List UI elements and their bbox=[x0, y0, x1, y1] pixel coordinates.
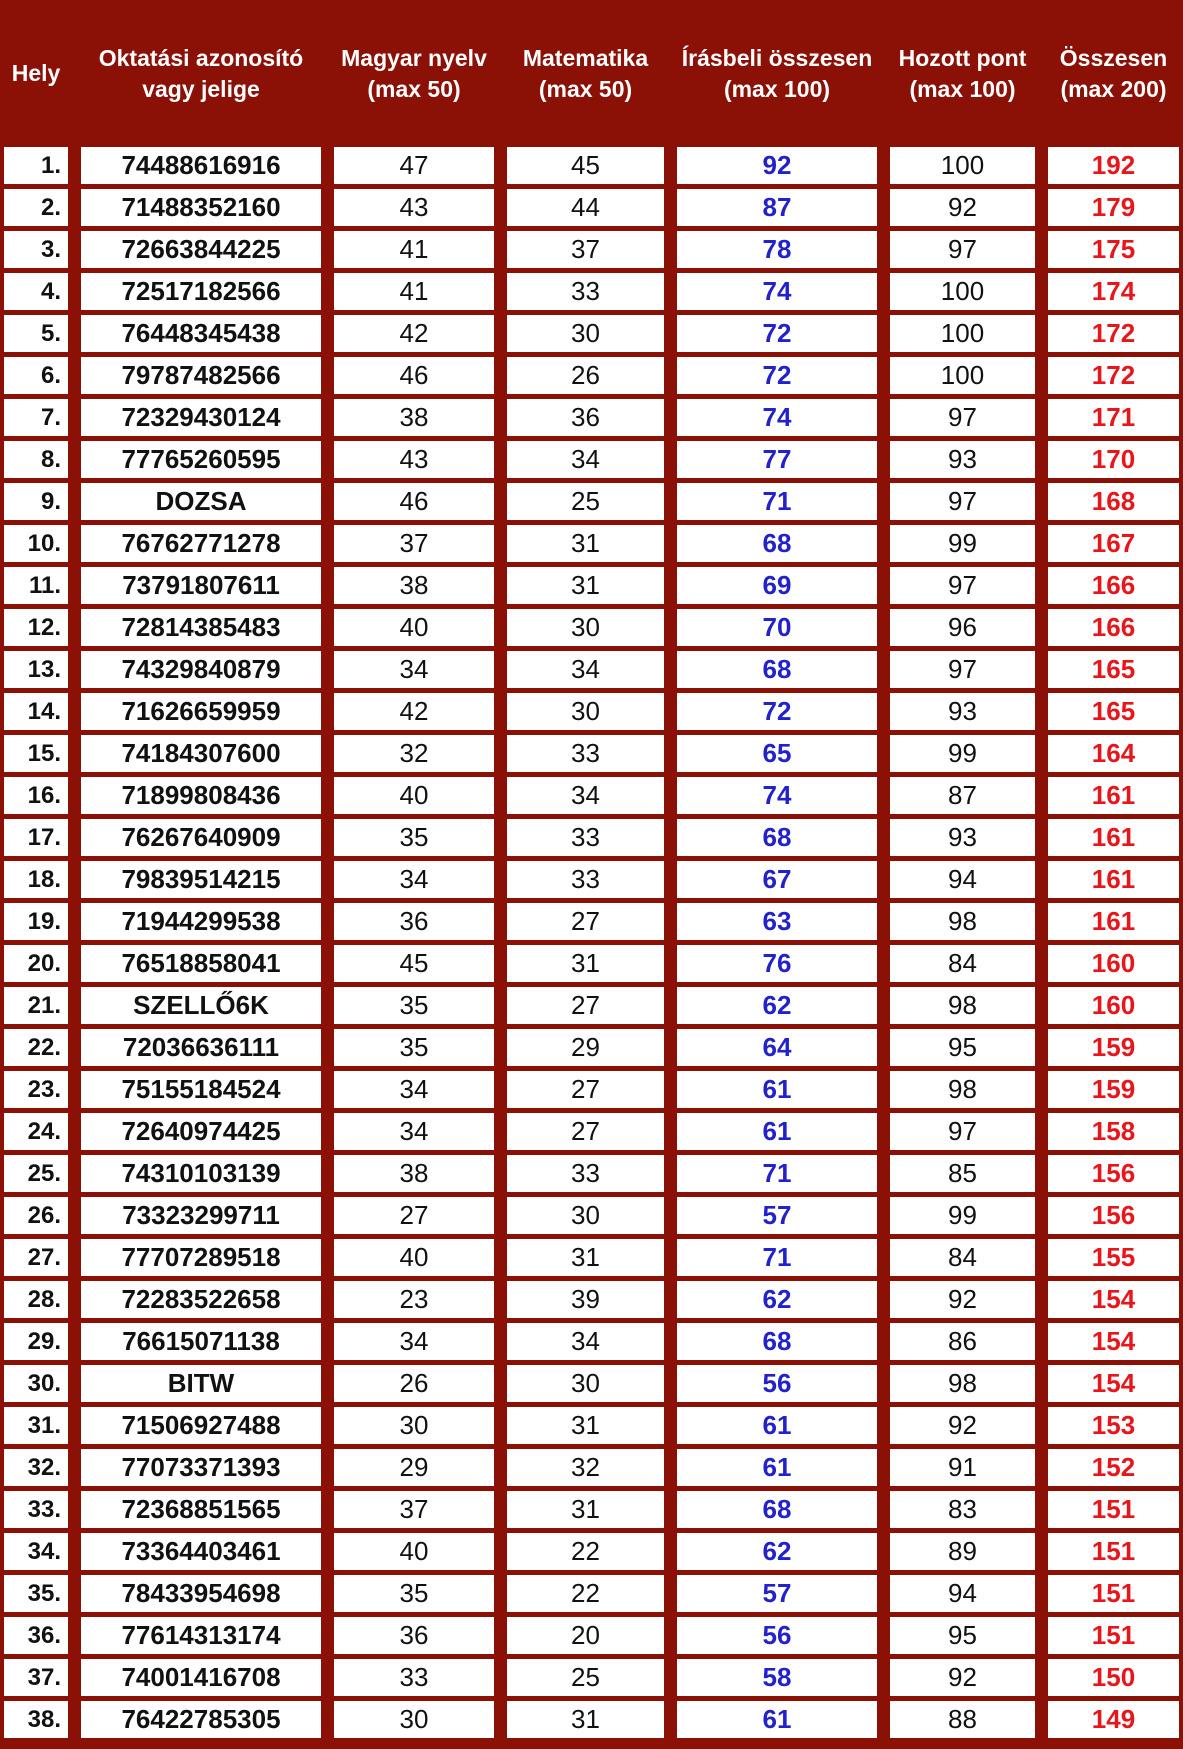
irasbeli-total-cell: 68 bbox=[677, 1491, 877, 1528]
hozott-pont-cell: 98 bbox=[890, 987, 1035, 1024]
magyar-score-cell: 34 bbox=[334, 651, 494, 688]
matematika-score-cell: 30 bbox=[507, 1365, 664, 1402]
irasbeli-total-cell: 71 bbox=[677, 483, 877, 520]
hozott-pont-cell: 100 bbox=[890, 147, 1035, 184]
irasbeli-total-cell: 62 bbox=[677, 1281, 877, 1318]
rank-cell: 1. bbox=[4, 147, 68, 184]
irasbeli-total-cell: 68 bbox=[677, 819, 877, 856]
header-magyar-line1: Magyar nyelv bbox=[341, 45, 487, 72]
magyar-score-cell: 36 bbox=[334, 903, 494, 940]
hozott-pont-cell: 87 bbox=[890, 777, 1035, 814]
rank-cell: 9. bbox=[4, 483, 68, 520]
hozott-pont-cell: 92 bbox=[890, 189, 1035, 226]
magyar-score-cell: 38 bbox=[334, 567, 494, 604]
student-id-cell: 72283522658 bbox=[81, 1281, 321, 1318]
student-id-cell: 73791807611 bbox=[81, 567, 321, 604]
magyar-score-cell: 46 bbox=[334, 483, 494, 520]
osszesen-total-cell: 151 bbox=[1048, 1533, 1179, 1570]
hozott-pont-cell: 84 bbox=[890, 1239, 1035, 1276]
osszesen-total-cell: 166 bbox=[1048, 609, 1179, 646]
magyar-score-cell: 42 bbox=[334, 315, 494, 352]
matematika-score-cell: 25 bbox=[507, 483, 664, 520]
header-hozott-line2: (max 100) bbox=[909, 75, 1016, 102]
osszesen-total-cell: 174 bbox=[1048, 273, 1179, 310]
irasbeli-total-cell: 57 bbox=[677, 1575, 877, 1612]
header-hely-line1: Hely bbox=[11, 60, 61, 87]
matematika-score-cell: 39 bbox=[507, 1281, 664, 1318]
irasbeli-total-cell: 57 bbox=[677, 1197, 877, 1234]
osszesen-total-cell: 151 bbox=[1048, 1617, 1179, 1654]
rank-cell: 27. bbox=[4, 1239, 68, 1276]
matematika-score-cell: 44 bbox=[507, 189, 664, 226]
student-id-cell: 78433954698 bbox=[81, 1575, 321, 1612]
irasbeli-total-cell: 87 bbox=[677, 189, 877, 226]
rank-cell: 17. bbox=[4, 819, 68, 856]
irasbeli-total-cell: 74 bbox=[677, 777, 877, 814]
magyar-score-cell: 23 bbox=[334, 1281, 494, 1318]
magyar-score-cell: 37 bbox=[334, 525, 494, 562]
rank-cell: 23. bbox=[4, 1071, 68, 1108]
rank-cell: 30. bbox=[4, 1365, 68, 1402]
rank-cell: 11. bbox=[4, 567, 68, 604]
hozott-pont-cell: 97 bbox=[890, 567, 1035, 604]
matematika-score-cell: 25 bbox=[507, 1659, 664, 1696]
magyar-score-cell: 37 bbox=[334, 1491, 494, 1528]
rank-cell: 3. bbox=[4, 231, 68, 268]
osszesen-total-cell: 156 bbox=[1048, 1155, 1179, 1192]
student-id-cell: 72368851565 bbox=[81, 1491, 321, 1528]
magyar-score-cell: 41 bbox=[334, 273, 494, 310]
hozott-pont-cell: 89 bbox=[890, 1533, 1035, 1570]
hozott-pont-cell: 98 bbox=[890, 903, 1035, 940]
irasbeli-total-cell: 67 bbox=[677, 861, 877, 898]
student-id-cell: 71506927488 bbox=[81, 1407, 321, 1444]
irasbeli-total-cell: 61 bbox=[677, 1701, 877, 1738]
osszesen-total-cell: 154 bbox=[1048, 1365, 1179, 1402]
osszesen-total-cell: 175 bbox=[1048, 231, 1179, 268]
magyar-score-cell: 34 bbox=[334, 1071, 494, 1108]
rank-cell: 8. bbox=[4, 441, 68, 478]
student-id-cell: 73323299711 bbox=[81, 1197, 321, 1234]
rank-cell: 21. bbox=[4, 987, 68, 1024]
student-id-cell: 74329840879 bbox=[81, 651, 321, 688]
irasbeli-total-cell: 61 bbox=[677, 1407, 877, 1444]
matematika-score-cell: 34 bbox=[507, 441, 664, 478]
irasbeli-total-cell: 68 bbox=[677, 525, 877, 562]
hozott-pont-cell: 100 bbox=[890, 273, 1035, 310]
irasbeli-total-cell: 71 bbox=[677, 1155, 877, 1192]
magyar-score-cell: 43 bbox=[334, 441, 494, 478]
rank-cell: 2. bbox=[4, 189, 68, 226]
matematika-score-cell: 31 bbox=[507, 525, 664, 562]
osszesen-total-cell: 171 bbox=[1048, 399, 1179, 436]
osszesen-total-cell: 165 bbox=[1048, 693, 1179, 730]
irasbeli-total-cell: 72 bbox=[677, 315, 877, 352]
hozott-pont-cell: 88 bbox=[890, 1701, 1035, 1738]
osszesen-total-cell: 159 bbox=[1048, 1029, 1179, 1066]
osszesen-total-cell: 158 bbox=[1048, 1113, 1179, 1150]
header-hely bbox=[4, 0, 68, 147]
hozott-pont-cell: 91 bbox=[890, 1449, 1035, 1486]
student-id-cell: 79787482566 bbox=[81, 357, 321, 394]
student-id-cell: 76518858041 bbox=[81, 945, 321, 982]
student-id-cell: 73364403461 bbox=[81, 1533, 321, 1570]
osszesen-total-cell: 154 bbox=[1048, 1323, 1179, 1360]
student-id-cell: 75155184524 bbox=[81, 1071, 321, 1108]
hozott-pont-cell: 85 bbox=[890, 1155, 1035, 1192]
rank-cell: 24. bbox=[4, 1113, 68, 1150]
student-id-cell: SZELLŐ6K bbox=[81, 987, 321, 1024]
hozott-pont-cell: 86 bbox=[890, 1323, 1035, 1360]
matematika-score-cell: 34 bbox=[507, 1323, 664, 1360]
magyar-score-cell: 46 bbox=[334, 357, 494, 394]
magyar-score-cell: 30 bbox=[334, 1407, 494, 1444]
rank-cell: 19. bbox=[4, 903, 68, 940]
osszesen-total-cell: 161 bbox=[1048, 861, 1179, 898]
osszesen-total-cell: 154 bbox=[1048, 1281, 1179, 1318]
irasbeli-total-cell: 68 bbox=[677, 1323, 877, 1360]
header-osszesen-line2: (max 200) bbox=[1060, 75, 1167, 102]
osszesen-total-cell: 179 bbox=[1048, 189, 1179, 226]
magyar-score-cell: 45 bbox=[334, 945, 494, 982]
magyar-score-cell: 40 bbox=[334, 1239, 494, 1276]
irasbeli-total-cell: 62 bbox=[677, 987, 877, 1024]
osszesen-total-cell: 160 bbox=[1048, 987, 1179, 1024]
matematika-score-cell: 27 bbox=[507, 1071, 664, 1108]
osszesen-total-cell: 159 bbox=[1048, 1071, 1179, 1108]
matematika-score-cell: 32 bbox=[507, 1449, 664, 1486]
rank-cell: 32. bbox=[4, 1449, 68, 1486]
osszesen-total-cell: 153 bbox=[1048, 1407, 1179, 1444]
student-id-cell: 72036636111 bbox=[81, 1029, 321, 1066]
rank-cell: 16. bbox=[4, 777, 68, 814]
hozott-pont-cell: 84 bbox=[890, 945, 1035, 982]
header-matematika-line2: (max 50) bbox=[538, 75, 633, 102]
osszesen-total-cell: 167 bbox=[1048, 525, 1179, 562]
results-table-header bbox=[0, 0, 1183, 147]
student-id-cell: 71944299538 bbox=[81, 903, 321, 940]
header-osszesen bbox=[1048, 0, 1179, 147]
osszesen-total-cell: 155 bbox=[1048, 1239, 1179, 1276]
student-id-cell: 72814385483 bbox=[81, 609, 321, 646]
header-id-line2: vagy jelige bbox=[142, 75, 260, 102]
student-id-cell: 72663844225 bbox=[81, 231, 321, 268]
irasbeli-total-cell: 72 bbox=[677, 693, 877, 730]
header-irasbeli-osszesen bbox=[677, 0, 877, 147]
header-magyar-line2: (max 50) bbox=[367, 75, 461, 102]
irasbeli-total-cell: 72 bbox=[677, 357, 877, 394]
matematika-score-cell: 27 bbox=[507, 903, 664, 940]
irasbeli-total-cell: 61 bbox=[677, 1113, 877, 1150]
hozott-pont-cell: 97 bbox=[890, 1113, 1035, 1150]
osszesen-total-cell: 161 bbox=[1048, 819, 1179, 856]
magyar-score-cell: 34 bbox=[334, 1113, 494, 1150]
matematika-score-cell: 22 bbox=[507, 1575, 664, 1612]
osszesen-total-cell: 151 bbox=[1048, 1575, 1179, 1612]
student-id-cell: 74184307600 bbox=[81, 735, 321, 772]
magyar-score-cell: 41 bbox=[334, 231, 494, 268]
magyar-score-cell: 29 bbox=[334, 1449, 494, 1486]
magyar-score-cell: 35 bbox=[334, 1575, 494, 1612]
student-id-cell: 74310103139 bbox=[81, 1155, 321, 1192]
student-id-cell: 72640974425 bbox=[81, 1113, 321, 1150]
irasbeli-total-cell: 69 bbox=[677, 567, 877, 604]
magyar-score-cell: 35 bbox=[334, 1029, 494, 1066]
osszesen-total-cell: 150 bbox=[1048, 1659, 1179, 1696]
osszesen-total-cell: 172 bbox=[1048, 315, 1179, 352]
matematika-score-cell: 31 bbox=[507, 1491, 664, 1528]
student-id-cell: 77073371393 bbox=[81, 1449, 321, 1486]
irasbeli-total-cell: 74 bbox=[677, 399, 877, 436]
osszesen-total-cell: 152 bbox=[1048, 1449, 1179, 1486]
osszesen-total-cell: 172 bbox=[1048, 357, 1179, 394]
rank-cell: 7. bbox=[4, 399, 68, 436]
rank-cell: 10. bbox=[4, 525, 68, 562]
magyar-score-cell: 30 bbox=[334, 1701, 494, 1738]
osszesen-total-cell: 149 bbox=[1048, 1701, 1179, 1738]
header-id-line1: Oktatási azonosító bbox=[98, 45, 304, 72]
student-id-cell: 77707289518 bbox=[81, 1239, 321, 1276]
magyar-score-cell: 43 bbox=[334, 189, 494, 226]
rank-cell: 6. bbox=[4, 357, 68, 394]
rank-cell: 14. bbox=[4, 693, 68, 730]
header-hozott-line1: Hozott pont bbox=[898, 45, 1027, 72]
irasbeli-total-cell: 71 bbox=[677, 1239, 877, 1276]
osszesen-total-cell: 151 bbox=[1048, 1491, 1179, 1528]
student-id-cell: 76448345438 bbox=[81, 315, 321, 352]
student-id-cell: 71488352160 bbox=[81, 189, 321, 226]
irasbeli-total-cell: 70 bbox=[677, 609, 877, 646]
rank-cell: 22. bbox=[4, 1029, 68, 1066]
irasbeli-total-cell: 92 bbox=[677, 147, 877, 184]
irasbeli-total-cell: 61 bbox=[677, 1449, 877, 1486]
rank-cell: 15. bbox=[4, 735, 68, 772]
hozott-pont-cell: 99 bbox=[890, 1197, 1035, 1234]
osszesen-total-cell: 192 bbox=[1048, 147, 1179, 184]
rank-cell: 5. bbox=[4, 315, 68, 352]
hozott-pont-cell: 83 bbox=[890, 1491, 1035, 1528]
irasbeli-total-cell: 74 bbox=[677, 273, 877, 310]
osszesen-total-cell: 160 bbox=[1048, 945, 1179, 982]
matematika-score-cell: 31 bbox=[507, 1239, 664, 1276]
matematika-score-cell: 30 bbox=[507, 315, 664, 352]
student-id-cell: 76615071138 bbox=[81, 1323, 321, 1360]
magyar-score-cell: 38 bbox=[334, 1155, 494, 1192]
matematika-score-cell: 33 bbox=[507, 819, 664, 856]
hozott-pont-cell: 97 bbox=[890, 651, 1035, 688]
matematika-score-cell: 33 bbox=[507, 1155, 664, 1192]
matematika-score-cell: 27 bbox=[507, 987, 664, 1024]
hozott-pont-cell: 98 bbox=[890, 1365, 1035, 1402]
magyar-score-cell: 36 bbox=[334, 1617, 494, 1654]
student-id-cell: 79839514215 bbox=[81, 861, 321, 898]
irasbeli-total-cell: 61 bbox=[677, 1071, 877, 1108]
rank-cell: 36. bbox=[4, 1617, 68, 1654]
matematika-score-cell: 30 bbox=[507, 693, 664, 730]
student-id-cell: DOZSA bbox=[81, 483, 321, 520]
magyar-score-cell: 33 bbox=[334, 1659, 494, 1696]
rank-cell: 28. bbox=[4, 1281, 68, 1318]
irasbeli-total-cell: 58 bbox=[677, 1659, 877, 1696]
student-id-cell: BITW bbox=[81, 1365, 321, 1402]
hozott-pont-cell: 100 bbox=[890, 357, 1035, 394]
matematika-score-cell: 45 bbox=[507, 147, 664, 184]
matematika-score-cell: 34 bbox=[507, 651, 664, 688]
hozott-pont-cell: 99 bbox=[890, 735, 1035, 772]
irasbeli-total-cell: 76 bbox=[677, 945, 877, 982]
student-id-cell: 76267640909 bbox=[81, 819, 321, 856]
matematika-score-cell: 33 bbox=[507, 735, 664, 772]
magyar-score-cell: 42 bbox=[334, 693, 494, 730]
student-id-cell: 71899808436 bbox=[81, 777, 321, 814]
osszesen-total-cell: 166 bbox=[1048, 567, 1179, 604]
hozott-pont-cell: 92 bbox=[890, 1659, 1035, 1696]
matematika-score-cell: 31 bbox=[507, 1701, 664, 1738]
student-id-cell: 74488616916 bbox=[81, 147, 321, 184]
hozott-pont-cell: 97 bbox=[890, 231, 1035, 268]
rank-cell: 20. bbox=[4, 945, 68, 982]
matematika-score-cell: 31 bbox=[507, 1407, 664, 1444]
hozott-pont-cell: 97 bbox=[890, 483, 1035, 520]
magyar-score-cell: 26 bbox=[334, 1365, 494, 1402]
magyar-score-cell: 35 bbox=[334, 987, 494, 1024]
matematika-score-cell: 26 bbox=[507, 357, 664, 394]
irasbeli-total-cell: 68 bbox=[677, 651, 877, 688]
hozott-pont-cell: 93 bbox=[890, 693, 1035, 730]
hozott-pont-cell: 93 bbox=[890, 819, 1035, 856]
rank-cell: 4. bbox=[4, 273, 68, 310]
matematika-score-cell: 27 bbox=[507, 1113, 664, 1150]
student-id-cell: 76422785305 bbox=[81, 1701, 321, 1738]
irasbeli-total-cell: 62 bbox=[677, 1533, 877, 1570]
student-id-cell: 72517182566 bbox=[81, 273, 321, 310]
hozott-pont-cell: 95 bbox=[890, 1029, 1035, 1066]
irasbeli-total-cell: 77 bbox=[677, 441, 877, 478]
osszesen-total-cell: 156 bbox=[1048, 1197, 1179, 1234]
osszesen-total-cell: 168 bbox=[1048, 483, 1179, 520]
rank-cell: 12. bbox=[4, 609, 68, 646]
matematika-score-cell: 30 bbox=[507, 609, 664, 646]
matematika-score-cell: 37 bbox=[507, 231, 664, 268]
hozott-pont-cell: 92 bbox=[890, 1407, 1035, 1444]
hozott-pont-cell: 94 bbox=[890, 861, 1035, 898]
irasbeli-total-cell: 64 bbox=[677, 1029, 877, 1066]
header-magyar-nyelv bbox=[334, 0, 494, 147]
matematika-score-cell: 30 bbox=[507, 1197, 664, 1234]
hozott-pont-cell: 99 bbox=[890, 525, 1035, 562]
header-osszesen-line1: Összesen bbox=[1059, 45, 1168, 72]
osszesen-total-cell: 161 bbox=[1048, 903, 1179, 940]
header-hozott-pont bbox=[890, 0, 1035, 147]
matematika-score-cell: 31 bbox=[507, 567, 664, 604]
hozott-pont-cell: 97 bbox=[890, 399, 1035, 436]
irasbeli-total-cell: 56 bbox=[677, 1617, 877, 1654]
magyar-score-cell: 38 bbox=[334, 399, 494, 436]
magyar-score-cell: 47 bbox=[334, 147, 494, 184]
rank-cell: 38. bbox=[4, 1701, 68, 1738]
osszesen-total-cell: 165 bbox=[1048, 651, 1179, 688]
student-id-cell: 71626659959 bbox=[81, 693, 321, 730]
rank-cell: 26. bbox=[4, 1197, 68, 1234]
rank-cell: 25. bbox=[4, 1155, 68, 1192]
magyar-score-cell: 35 bbox=[334, 819, 494, 856]
rank-cell: 31. bbox=[4, 1407, 68, 1444]
magyar-score-cell: 34 bbox=[334, 861, 494, 898]
header-matematika-line1: Matematika bbox=[522, 45, 649, 72]
header-irasbeli-line2: (max 100) bbox=[723, 75, 831, 102]
rank-cell: 34. bbox=[4, 1533, 68, 1570]
student-id-cell: 72329430124 bbox=[81, 399, 321, 436]
matematika-score-cell: 33 bbox=[507, 861, 664, 898]
magyar-score-cell: 32 bbox=[334, 735, 494, 772]
irasbeli-total-cell: 56 bbox=[677, 1365, 877, 1402]
osszesen-total-cell: 161 bbox=[1048, 777, 1179, 814]
rank-cell: 37. bbox=[4, 1659, 68, 1696]
student-id-cell: 74001416708 bbox=[81, 1659, 321, 1696]
irasbeli-total-cell: 78 bbox=[677, 231, 877, 268]
matematika-score-cell: 33 bbox=[507, 273, 664, 310]
irasbeli-total-cell: 63 bbox=[677, 903, 877, 940]
student-id-cell: 77614313174 bbox=[81, 1617, 321, 1654]
hozott-pont-cell: 92 bbox=[890, 1281, 1035, 1318]
magyar-score-cell: 40 bbox=[334, 777, 494, 814]
irasbeli-total-cell: 65 bbox=[677, 735, 877, 772]
student-id-cell: 77765260595 bbox=[81, 441, 321, 478]
hozott-pont-cell: 100 bbox=[890, 315, 1035, 352]
header-oktatasi-azonosito bbox=[81, 0, 321, 147]
hozott-pont-cell: 96 bbox=[890, 609, 1035, 646]
header-matematika bbox=[507, 0, 664, 147]
osszesen-total-cell: 164 bbox=[1048, 735, 1179, 772]
rank-cell: 35. bbox=[4, 1575, 68, 1612]
hozott-pont-cell: 98 bbox=[890, 1071, 1035, 1108]
results-table-body bbox=[0, 147, 1183, 1738]
rank-cell: 18. bbox=[4, 861, 68, 898]
magyar-score-cell: 34 bbox=[334, 1323, 494, 1360]
matematika-score-cell: 22 bbox=[507, 1533, 664, 1570]
hozott-pont-cell: 95 bbox=[890, 1617, 1035, 1654]
hozott-pont-cell: 94 bbox=[890, 1575, 1035, 1612]
header-irasbeli-line1: Írásbeli összesen bbox=[681, 45, 873, 72]
hozott-pont-cell: 93 bbox=[890, 441, 1035, 478]
magyar-score-cell: 40 bbox=[334, 1533, 494, 1570]
osszesen-total-cell: 170 bbox=[1048, 441, 1179, 478]
student-id-cell: 76762771278 bbox=[81, 525, 321, 562]
matematika-score-cell: 31 bbox=[507, 945, 664, 982]
matematika-score-cell: 34 bbox=[507, 777, 664, 814]
magyar-score-cell: 40 bbox=[334, 609, 494, 646]
rank-cell: 29. bbox=[4, 1323, 68, 1360]
matematika-score-cell: 20 bbox=[507, 1617, 664, 1654]
magyar-score-cell: 27 bbox=[334, 1197, 494, 1234]
rank-cell: 13. bbox=[4, 651, 68, 688]
matematika-score-cell: 36 bbox=[507, 399, 664, 436]
matematika-score-cell: 29 bbox=[507, 1029, 664, 1066]
rank-cell: 33. bbox=[4, 1491, 68, 1528]
